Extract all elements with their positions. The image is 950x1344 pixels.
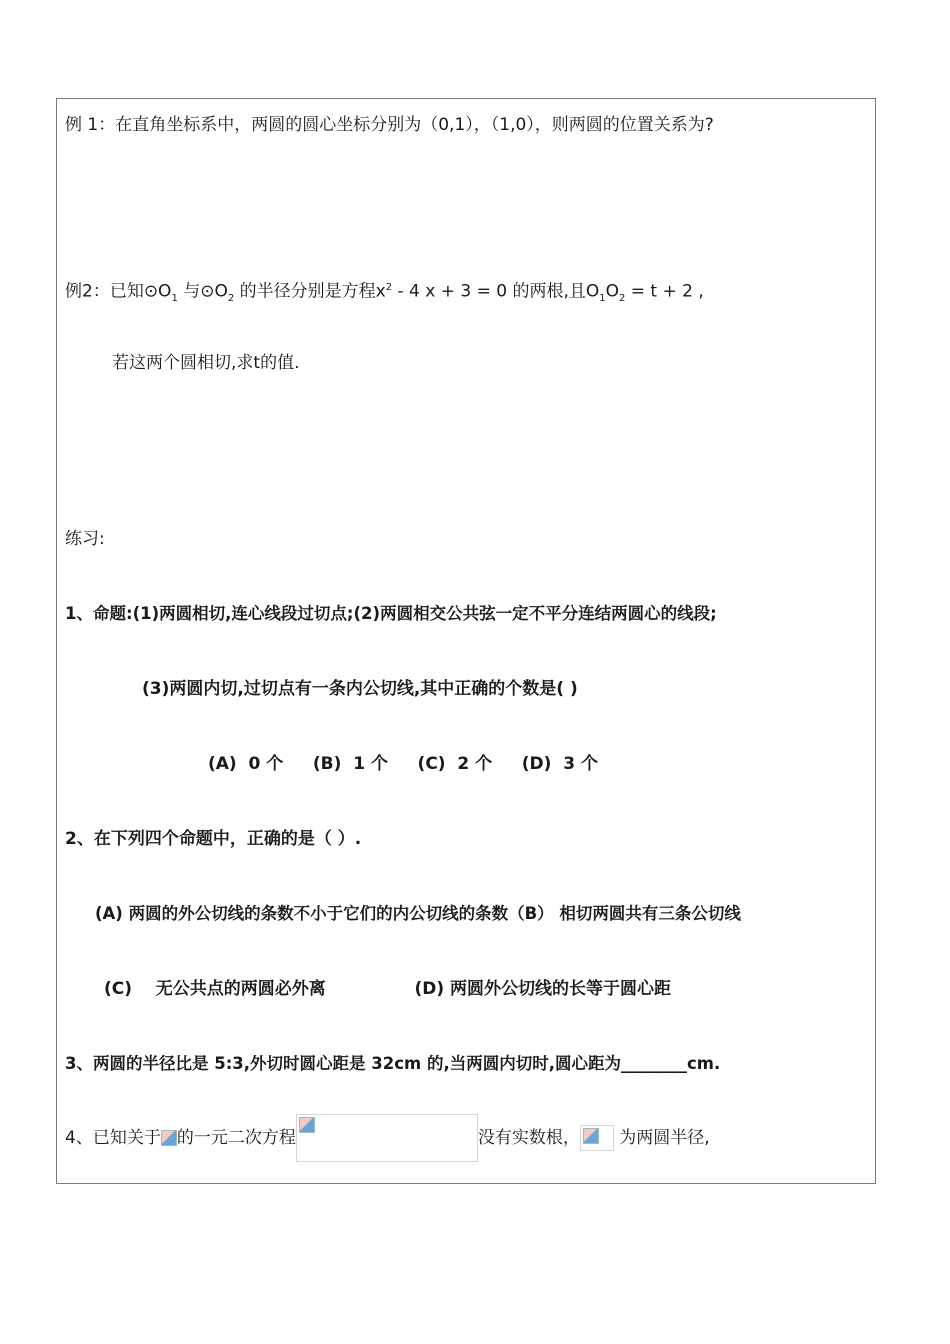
broken-image-icon <box>299 1117 315 1133</box>
radius-image-placeholder <box>580 1125 614 1151</box>
question-3: 3、两圆的半径比是 5:3,外切时圆心距是 32cm 的,当两圆内切时,圆心距为________cm. <box>65 1054 721 1073</box>
question-4: 4、已知关于 的一元二次方程 没有实数根， 为两圆半径, <box>65 1113 710 1163</box>
content-frame <box>56 98 876 1184</box>
question-1-line-2: (3)两圆内切,过切点有一条内公切线,其中正确的个数是( ) <box>142 679 578 699</box>
question-2-line-2: (A) 两圆的外公切线的条数不小于它们的内公切线的条数（B） 相切两圆共有三条公切线 <box>95 904 741 923</box>
broken-image-icon <box>161 1130 177 1146</box>
question-1-options: (A) 0 个 (B) 1 个 (C) 2 个 (D) 3 个 <box>208 754 598 774</box>
question-2-line-1: 2、在下列四个命题中，正确的是（ ）. <box>65 829 362 849</box>
example-1: 例 1：在直角坐标系中，两圆的圆心坐标分别为（0,1），（1,0），则两圆的位置关系为? <box>65 115 714 135</box>
equation-image-placeholder <box>296 1114 478 1162</box>
example-2-line-1: 例2：已知$⊙O_1$ 与$⊙O_2$ 的半径分别是方程$x^2 - 4$ x + 3 = 0 的两根,且$O_1O_2 = t + 2$ , <box>65 281 704 305</box>
example-2-line-2: 若这两个圆相切,求t的值. <box>112 353 300 373</box>
question-1-line-1: 1、命题:(1)两圆相切,连心线段过切点;(2)两圆相交公共弦一定不平分连结两圆心的线段; <box>65 604 717 623</box>
broken-image-icon <box>583 1128 599 1144</box>
question-2-line-3: (C) 无公共点的两圆必外离 (D) 两圆外公切线的长等于圆心距 <box>104 979 672 999</box>
practice-label: 练习: <box>65 529 105 549</box>
